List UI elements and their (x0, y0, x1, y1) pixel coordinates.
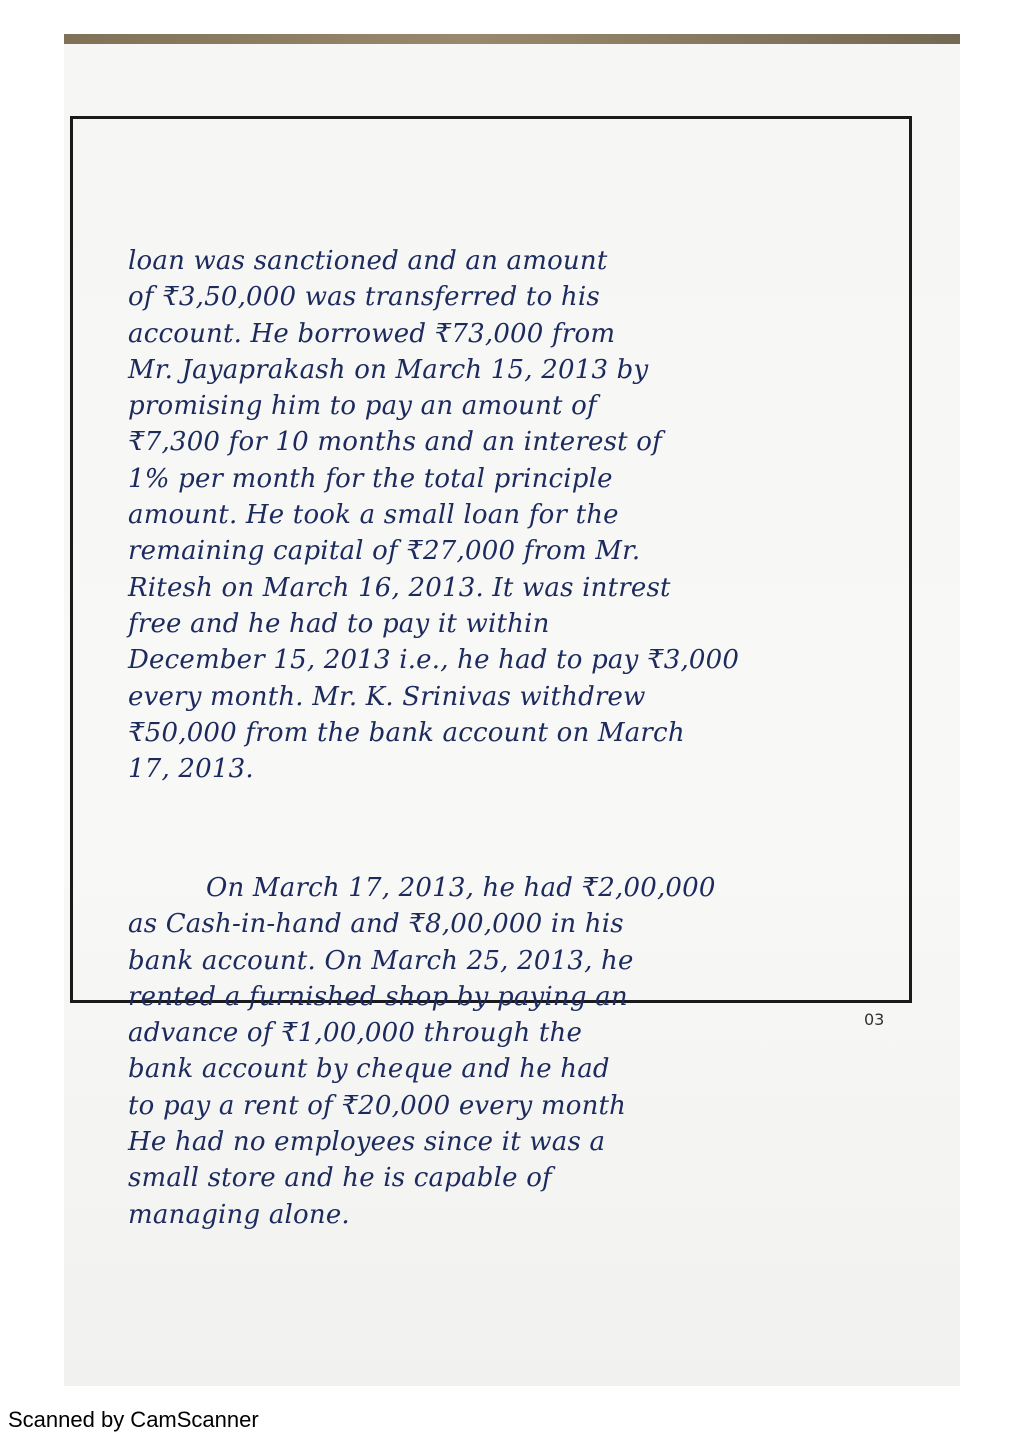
text-line: 17, 2013. (128, 754, 254, 785)
paragraph-1 (128, 243, 898, 787)
text-line: promising him to pay an amount of (128, 391, 597, 422)
text-line: He had no employees since it was a (128, 1127, 606, 1158)
text-line: account. He borrowed ₹73,000 from (128, 318, 616, 349)
text-line: amount. He took a small loan for the (128, 500, 619, 531)
text-line: remaining capital of ₹27,000 from Mr. (128, 536, 641, 567)
text-line: bank account. On March 25, 2013, he (128, 945, 634, 976)
text-line: bank account by cheque and he had (128, 1054, 610, 1085)
text-line: managing alone. (128, 1199, 350, 1230)
text-line: of ₹3,50,000 was transferred to his (128, 282, 600, 313)
text-line: rented a furnished shop by paying an (128, 981, 628, 1012)
text-line: ₹7,300 for 10 months and an interest of (128, 427, 662, 458)
text-line: small store and he is capable of (128, 1163, 552, 1194)
text-line: to pay a rent of ₹20,000 every month (128, 1090, 627, 1121)
page-number: 03 (864, 1010, 885, 1029)
text-line: loan was sanctioned and an amount (128, 246, 608, 276)
text-line: On March 17, 2013, he had ₹2,00,000 (206, 873, 716, 903)
text-line: 1% per month for the total principle (128, 463, 613, 494)
text-line: December 15, 2013 i.e., he had to pay ₹3,000 (128, 645, 740, 676)
paragraph-2 (128, 870, 898, 1233)
text-line: ₹50,000 from the bank account on March (128, 717, 685, 748)
paper-top-edge (64, 34, 960, 44)
text-line: free and he had to pay it within (128, 608, 550, 639)
text-line: every month. Mr. K. Srinivas withdrew (128, 681, 646, 712)
scanner-watermark: Scanned by CamScanner (8, 1407, 259, 1432)
text-line: as Cash-in-hand and ₹8,00,000 in his (128, 909, 624, 940)
text-line: Mr. Jayaprakash on March 15, 2013 by (128, 354, 649, 385)
text-line: advance of ₹1,00,000 through the (128, 1018, 583, 1049)
text-line: Ritesh on March 16, 2013. It was intrest (128, 572, 671, 603)
